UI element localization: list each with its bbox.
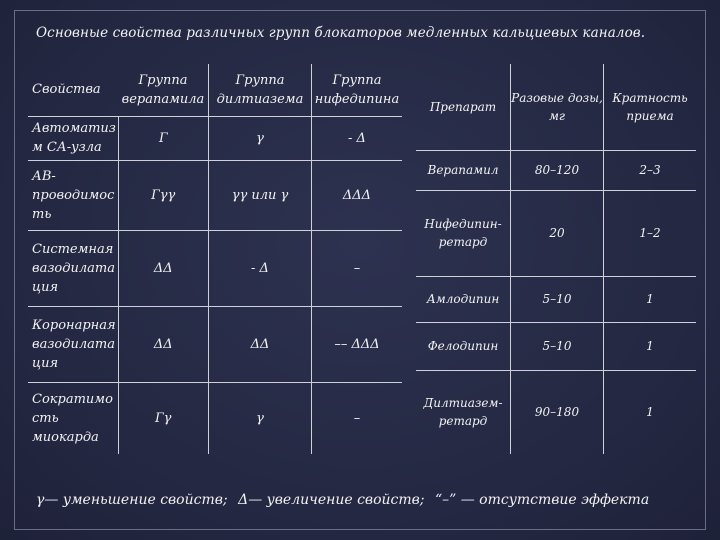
drug-line: ретард <box>438 235 488 249</box>
value-nifedipine: –– ΔΔΔ <box>312 306 403 382</box>
header-group-verapamil <box>118 64 209 116</box>
doses-row <box>416 370 696 454</box>
property-line: вазодилата <box>32 336 115 352</box>
drug-cell <box>416 276 511 322</box>
value-nifedipine: – <box>312 230 403 306</box>
drug-line: Амлодипин <box>426 292 500 306</box>
frequency-cell: 2–3 <box>604 150 697 190</box>
header-group-verapamil-line1: Группа <box>138 72 188 88</box>
property-cell <box>28 306 118 382</box>
header-frequency-line1: Кратность <box>612 90 688 105</box>
property-line: Автоматиз <box>32 121 116 136</box>
property-line: АВ- <box>32 168 56 184</box>
drug-cell <box>416 190 511 276</box>
legend-none: “–” — отсутствие эффекта <box>434 492 650 508</box>
drug-line: Дилтиазем- <box>423 396 503 411</box>
drug-line: Верапамил <box>427 163 499 177</box>
property-line: Сократимо <box>32 391 113 407</box>
header-properties: Свойства <box>32 82 101 98</box>
property-cell <box>28 116 118 160</box>
value-verapamil: ΔΔ <box>118 230 209 306</box>
doses-header-row <box>416 64 696 150</box>
properties-header-row <box>28 64 402 116</box>
value-diltiazem: ΔΔ <box>209 306 312 382</box>
header-group-verapamil-line2: верапамила <box>121 91 205 107</box>
drug-cell <box>416 150 511 190</box>
header-dose-line1: Разовые дозы, <box>511 90 603 105</box>
header-group-diltiazem <box>209 64 312 116</box>
properties-row <box>28 230 402 306</box>
header-dose-line2: мг <box>548 108 565 123</box>
drug-cell <box>416 370 511 454</box>
value-verapamil: Гγγ <box>118 160 209 230</box>
property-line: ция <box>32 279 59 295</box>
frequency-cell: 1–2 <box>604 190 697 276</box>
header-group-diltiazem-line2: дилтиазема <box>216 91 304 107</box>
properties-row <box>28 116 402 160</box>
dose-cell: 5–10 <box>511 276 604 322</box>
properties-row <box>28 306 402 382</box>
property-line: миокарда <box>32 429 99 445</box>
property-line: Системная <box>32 241 114 257</box>
properties-row <box>28 382 402 454</box>
dose-cell: 80–120 <box>511 150 604 190</box>
value-nifedipine: ΔΔΔ <box>312 160 403 230</box>
property-line: м СА-узла <box>32 140 102 155</box>
property-cell <box>28 230 118 306</box>
property-line: сть <box>32 410 59 426</box>
value-nifedipine: – <box>312 382 403 454</box>
value-verapamil: ΔΔ <box>118 306 209 382</box>
dose-cell: 90–180 <box>511 370 604 454</box>
property-line: вазодилата <box>32 260 115 276</box>
value-diltiazem: - Δ <box>209 230 312 306</box>
header-group-diltiazem-line1: Группа <box>235 72 285 88</box>
value-diltiazem: γ <box>209 382 312 454</box>
legend-decrease: γ— уменьшение свойств; <box>36 492 228 508</box>
frequency-cell: 1 <box>604 276 697 322</box>
property-line: ция <box>32 355 59 371</box>
drug-line: Фелодипин <box>427 339 499 353</box>
value-verapamil: Гγ <box>118 382 209 454</box>
properties-table <box>28 64 402 454</box>
value-diltiazem: γγ или γ <box>209 160 312 230</box>
doses-row <box>416 150 696 190</box>
property-line: проводимос <box>32 187 115 203</box>
doses-row <box>416 276 696 322</box>
frequency-cell: 1 <box>604 370 697 454</box>
frequency-cell: 1 <box>604 322 697 370</box>
value-verapamil: Г <box>118 116 209 160</box>
drug-line: Нифедипин- <box>424 217 502 231</box>
header-drug: Препарат <box>416 64 511 150</box>
property-line: Коронарная <box>32 317 116 333</box>
legend <box>36 492 649 508</box>
dose-cell: 20 <box>511 190 604 276</box>
legend-increase: Δ— увеличение свойств; <box>238 492 425 508</box>
header-frequency <box>604 64 697 150</box>
slide-title: Основные свойства различных групп блокаторов медленных кальциевых каналов. <box>36 25 646 41</box>
dose-cell: 5–10 <box>511 322 604 370</box>
header-dose <box>511 64 604 150</box>
value-nifedipine: - Δ <box>312 116 403 160</box>
property-cell <box>28 382 118 454</box>
properties-row <box>28 160 402 230</box>
header-group-nifedipine-line1: Группа <box>332 72 382 88</box>
value-diltiazem: γ <box>209 116 312 160</box>
property-line: ть <box>32 206 52 222</box>
header-group-nifedipine-line2: нифедипина <box>314 91 400 107</box>
header-group-nifedipine <box>312 64 403 116</box>
doses-row <box>416 190 696 276</box>
doses-row <box>416 322 696 370</box>
doses-table <box>416 64 696 454</box>
drug-line: ретард <box>438 414 488 429</box>
header-frequency-line2: приема <box>626 108 674 123</box>
property-cell <box>28 160 118 230</box>
drug-cell <box>416 322 511 370</box>
